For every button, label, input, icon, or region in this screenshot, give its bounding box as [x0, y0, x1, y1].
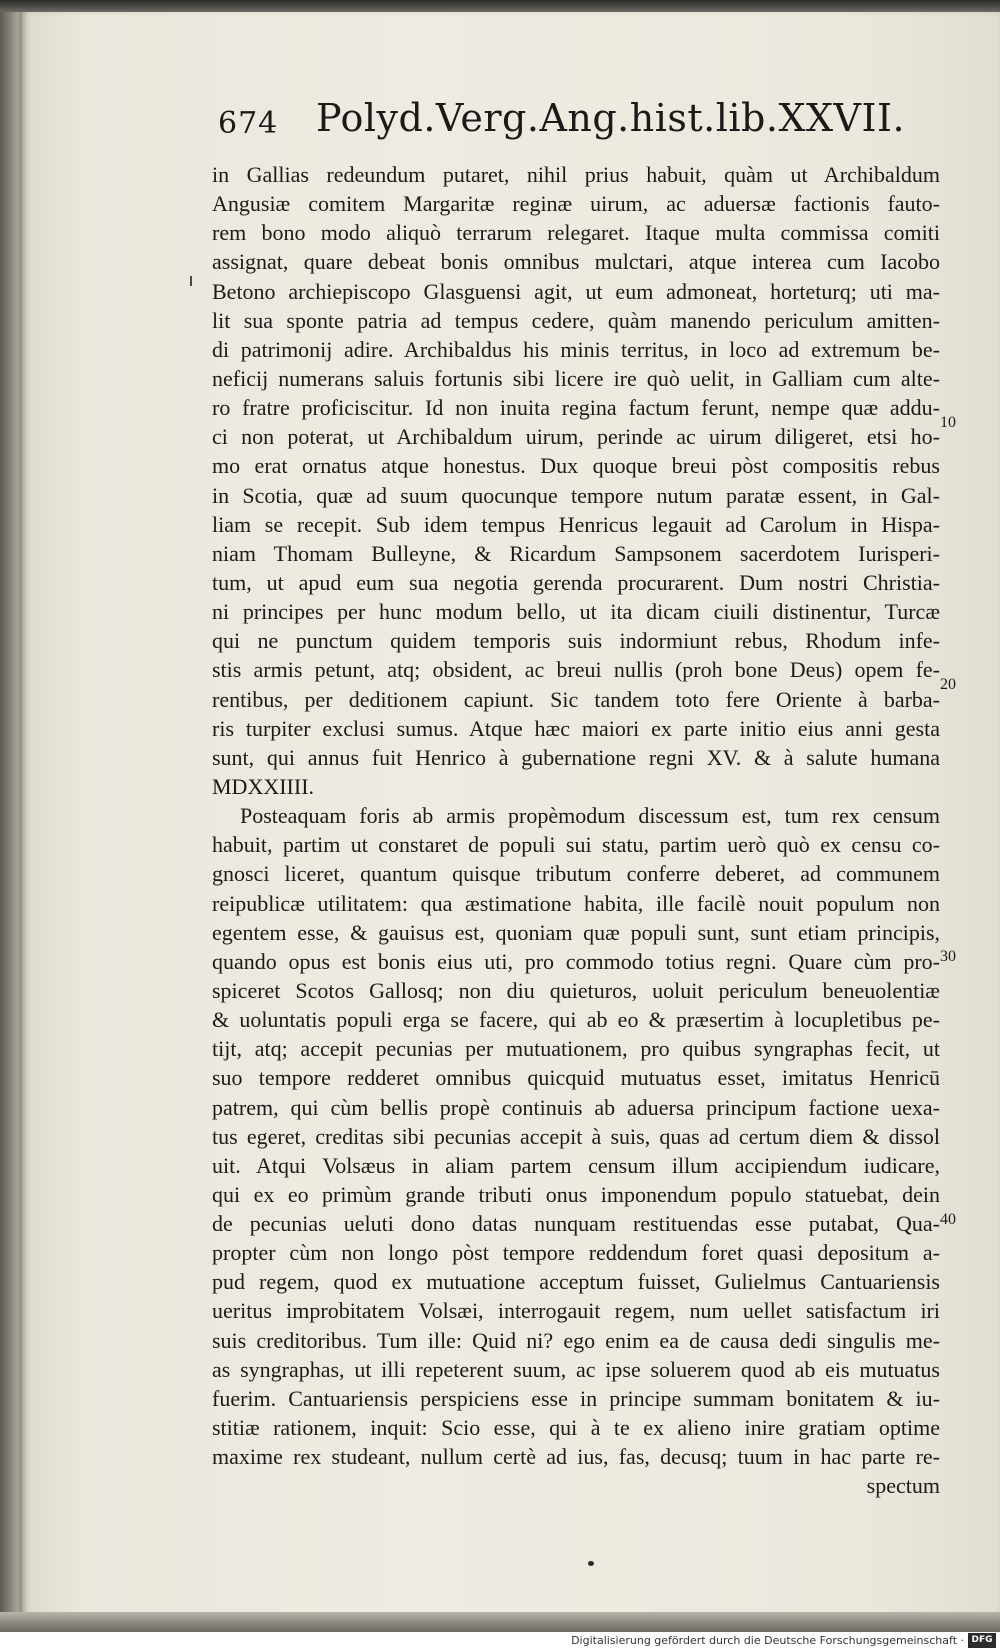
running-head	[218, 96, 918, 144]
book-bottom-edge	[0, 1612, 1000, 1632]
text-line: assignat, quare debeat bonis omnibus mulctari, atque interea cum Iacobo	[212, 249, 940, 275]
text-line: patrem, qui cùm bellis propè continuis ab aduersa principum factione uexa-	[212, 1094, 940, 1120]
book-page-stack	[0, 0, 24, 1632]
text-line: in Scotia, quæ ad suum quocunque tempore nutum paratæ essent, in Gal-	[212, 482, 940, 508]
footer-credit: Digitalisierung gefördert durch die Deutsche Forschungsgemeinschaft ·	[571, 1634, 964, 1647]
text-line: ris turpiter exclusi sumus. Atque hæc maiori ex parte initio eius anni gesta	[212, 715, 940, 741]
text-line: fuerim. Cantuariensis perspiciens esse in principe summam bonitatem & iu-	[212, 1385, 940, 1411]
paragraph-start-line: Posteaquam foris ab armis propèmodum discessum est, tum rex censum	[240, 803, 940, 829]
text-line: stitiæ rationem, inquit: Scio esse, qui à te ex alieno inire gratiam optime	[212, 1415, 940, 1441]
dfg-logo: DFG	[968, 1633, 996, 1648]
running-head-title: Polyd.Verg.Ang.hist.lib.XXVII.	[316, 96, 906, 140]
ink-dot	[588, 1561, 594, 1566]
margin-line-number: 40	[940, 1211, 956, 1228]
text-line: ci non poterat, ut Archibaldum uirum, perinde ac uirum diligeret, etsi ho-	[212, 424, 940, 450]
margin-line-number: 10	[940, 414, 956, 431]
text-line: qui ex eo primùm grande tributi onus imponendum populo statuebat, dein	[212, 1181, 940, 1207]
text-line: tijt, atq; accepit pecunias per mutuationem, pro quibus syngraphas fecit, ut	[212, 1036, 940, 1062]
text-line: tus egeret, creditas sibi pecunias accepit à suis, quas ad certum diem & dissol	[212, 1123, 940, 1149]
text-line: ni principes per hunc modum bello, ut ita dicam ciuili distinentur, Turcæ	[212, 599, 940, 625]
text-line: Betono archiepiscopo Glasguensi agit, ut eum admoneat, horteturq; uti ma-	[212, 278, 940, 304]
text-line: suis creditoribus. Tum ille: Quid ni? ego enim ea de causa dedi singulis me-	[212, 1327, 940, 1353]
text-line: ro fratre proficiscitur. Id non inuita regina factum ferunt, nempe quæ addu-	[212, 395, 940, 421]
body-text	[212, 160, 940, 1500]
text-line: niam Thomam Bulleyne, & Ricardum Sampsonem sacerdotem Iurisperi-	[212, 540, 940, 566]
text-line: tum, ut apud eum sua negotia gerenda procurarent. Dum nostri Christia-	[212, 569, 940, 595]
text-line: rem bono modo aliquò terrarum relegaret. Itaque multa commissa comiti	[212, 220, 940, 246]
text-line: liam se recepit. Sub idem tempus Henricus legauit ad Carolum in Hispa-	[212, 511, 940, 537]
text-line: de pecunias ueluti dono datas nunquam restituendas esse putabat, Qua-	[212, 1211, 940, 1237]
text-line: suo tempore redderet omnibus quicquid mutuatus esset, imitatus Henricū	[212, 1065, 940, 1091]
text-line: sunt, qui annus fuit Henrico à gubernatione regni XV. & à salute humana	[212, 744, 940, 770]
margin-line-number: 20	[940, 676, 956, 693]
catchword: spectum	[866, 1473, 940, 1499]
ink-mark	[190, 276, 192, 286]
text-line: maxime rex studeant, nullum certè ad ius, fas, decusq; tuum in hac parte re-	[212, 1444, 940, 1470]
text-line: mo erat ornatus atque honestus. Dux quoque breui pòst compositis rebus	[212, 453, 940, 479]
text-line: propter cùm non longo pòst tempore reddendum foret quasi depositum a-	[212, 1240, 940, 1266]
text-line: as syngraphas, ut illi repeterent suum, ac ipse soluerem quod ab eis mutuatus	[212, 1356, 940, 1382]
text-line: & uoluntatis populi erga se facere, qui ab eo & præsertim à locupletibus pe-	[212, 1007, 940, 1033]
page-number: 674	[218, 106, 279, 141]
margin-line-number: 30	[940, 948, 956, 965]
text-line: uit. Atqui Volsæus in aliam partem censum illum accipiendum iudicare,	[212, 1152, 940, 1178]
text-line: quando opus est bonis eius uti, pro commodo totius regni. Quare cùm pro-	[212, 948, 940, 974]
text-line: di patrimonij adire. Archibaldus his minis territus, in loco ad extremum be-	[212, 336, 940, 362]
text-line: rentibus, per deditionem capiunt. Sic tandem toto fere Oriente à barba-	[212, 686, 940, 712]
text-line: qui ne punctum quidem temporis suis indormiunt rebus, Rhodum infe-	[212, 628, 940, 654]
text-line: MDXXIIII.	[212, 773, 315, 799]
text-line: in Gallias redeundum putaret, nihil prius habuit, quàm ut Archibaldum	[212, 162, 940, 187]
text-line: spiceret Scotos Gallosq; non diu quieturos, uoluit periculum beneuolentiæ	[212, 977, 940, 1003]
text-line: habuit, partim ut constaret de populi sui statu, partim uerò quò ex censu co-	[212, 832, 940, 858]
text-line: lit sua sponte patria ad tempus cedere, quàm manendo periculum amitten-	[212, 307, 940, 333]
text-line: ueritus improbitatem Volsæi, interrogauit regem, num uellet satisfactum iri	[212, 1298, 940, 1324]
text-line: neficij numerans saluis fortunis sibi licere ire quò uelit, in Galliam cum alte-	[212, 365, 940, 391]
text-line: pud regem, quod ex mutuatione acceptum fuisset, Gulielmus Cantuariensis	[212, 1269, 940, 1295]
text-line: reipublicæ utilitatem: qua æstimatione habita, ille facilè nouit populum non	[212, 890, 940, 916]
text-line: egentem esse, & gauisus est, quoniam quæ populi sunt, sunt etiam principis,	[212, 919, 940, 945]
top-shadow	[0, 0, 1000, 12]
text-line: Angusiæ comitem Margaritæ reginæ uirum, ac aduersæ factionis fauto-	[212, 191, 940, 217]
text-line: gnosci liceret, quantum quisque tributum conferre deberet, ad communem	[212, 861, 940, 887]
text-line: stis armis petunt, atq; obsident, ac breui nullis (proh bone Deus) opem fe-	[212, 657, 940, 683]
